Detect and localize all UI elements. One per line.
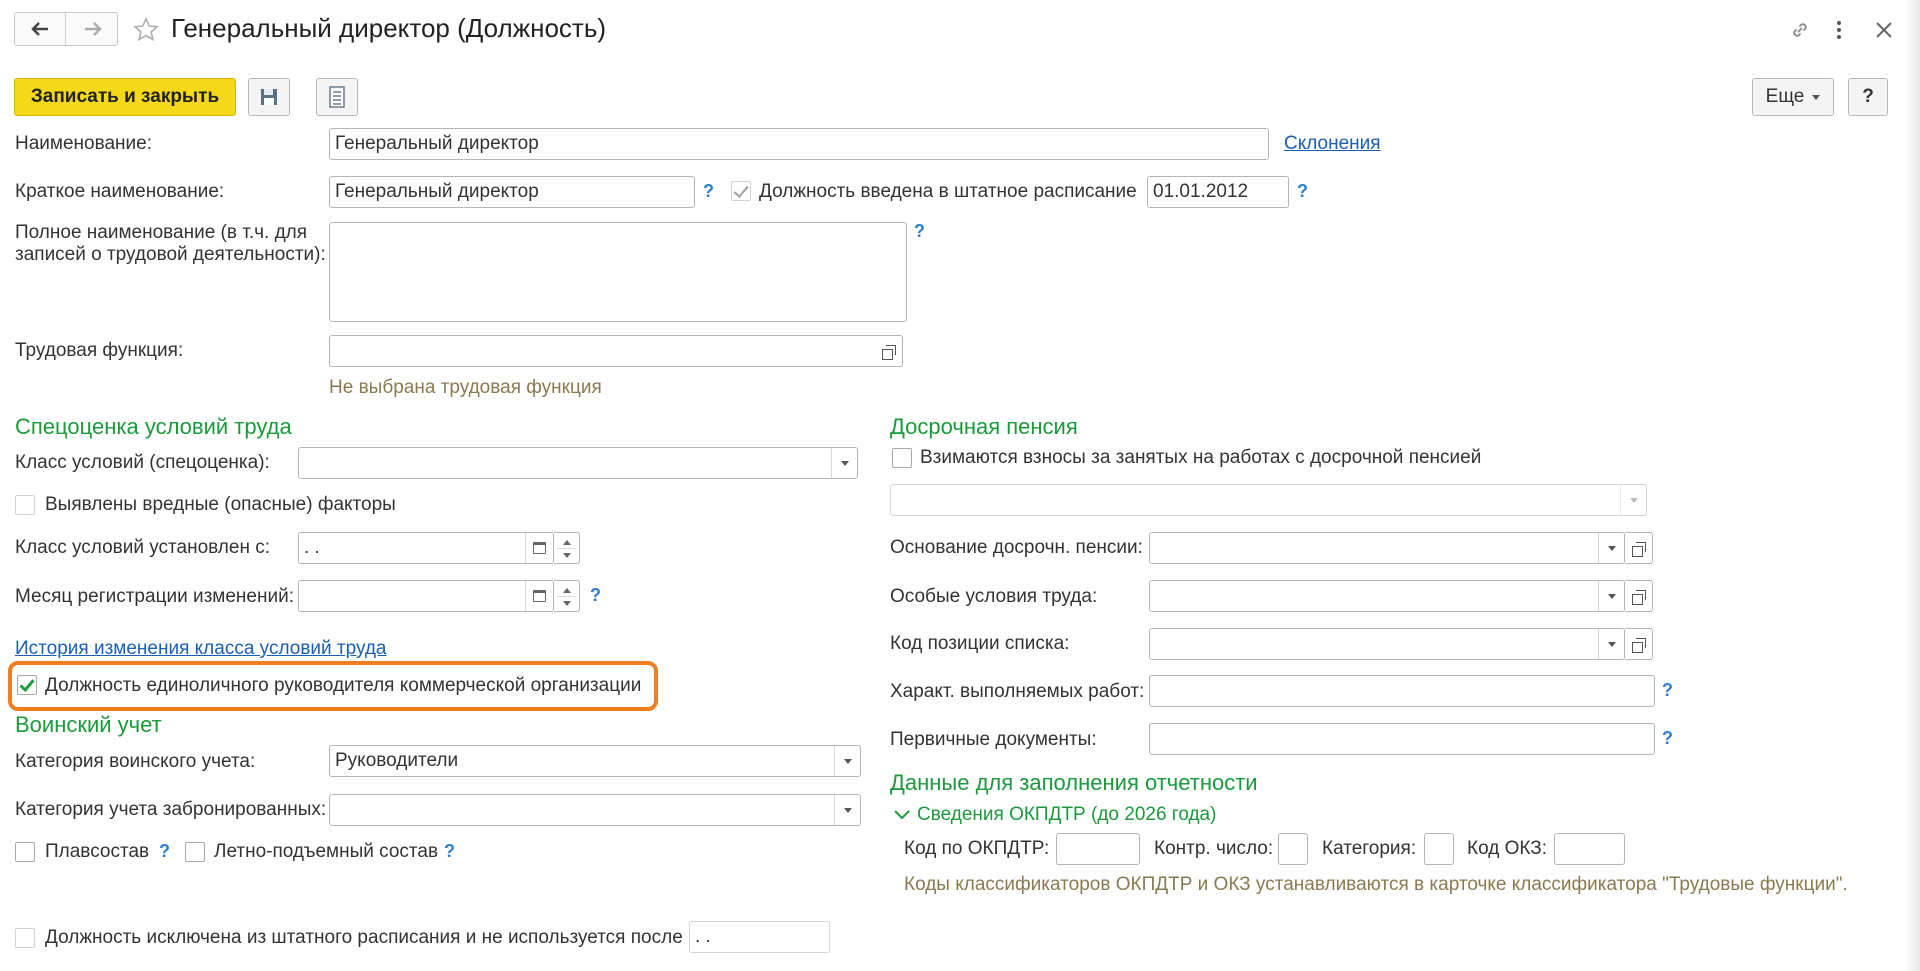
work-char-input[interactable] [1149, 675, 1655, 707]
category-input[interactable] [1424, 833, 1454, 865]
short-name-input[interactable]: Генеральный директор [329, 176, 695, 208]
special-conditions-dropdown[interactable] [1598, 581, 1624, 611]
save-button[interactable] [248, 78, 290, 116]
chevron-down-icon [844, 808, 852, 813]
open-window-icon [882, 345, 895, 358]
open-window-icon [1632, 590, 1645, 603]
classifier-note: Коды классификаторов ОКПДТР и ОКЗ устанавливаются в карточке классификатора "Трудовые функции". [904, 874, 1848, 895]
class-history-link[interactable]: История изменения класса условий труда [15, 638, 387, 659]
okz-label: Код ОКЗ: [1467, 838, 1547, 859]
military-category-label: Категория воинского учета: [15, 751, 256, 772]
checkmark-icon [19, 676, 34, 692]
open-window-icon [1632, 542, 1645, 555]
in-staff-checkbox[interactable] [731, 181, 751, 201]
document-list-icon [328, 86, 346, 108]
contributions-dropdown[interactable] [1620, 485, 1646, 515]
class-from-input[interactable] [298, 532, 554, 564]
chevron-down-icon [1608, 594, 1616, 599]
list-code-dropdown[interactable] [1598, 629, 1624, 659]
pension-basis-select[interactable] [1149, 532, 1625, 564]
in-staff-help[interactable]: ? [1297, 181, 1308, 201]
list-code-label: Код позиции списка: [890, 633, 1070, 654]
close-icon[interactable] [1874, 20, 1894, 40]
vertical-dots-icon[interactable] [1834, 18, 1844, 42]
okpdtr-code-input[interactable] [1056, 833, 1140, 865]
sole-head-checkbox[interactable] [17, 675, 37, 695]
open-window-icon [1632, 638, 1645, 651]
contributions-select[interactable] [890, 484, 1647, 516]
reserved-category-label: Категория учета забронированных: [15, 799, 327, 820]
contributions-label: Взимаются взносы за занятых на работах с досрочной пенсией [920, 447, 1482, 468]
work-char-help[interactable]: ? [1662, 680, 1673, 700]
spin-up-icon [563, 540, 571, 545]
in-staff-label: Должность введена в штатное расписание [759, 181, 1137, 202]
flight-crew-help[interactable]: ? [444, 841, 455, 861]
chevron-down-icon [841, 461, 849, 466]
special-conditions-open-button[interactable] [1625, 580, 1653, 612]
special-assessment-title: Спецоценка условий труда [15, 414, 292, 439]
chevron-down-icon [1812, 95, 1820, 100]
chevron-down-icon [844, 759, 852, 764]
labor-function-open-button[interactable] [875, 335, 903, 367]
chevron-down-icon [893, 809, 911, 821]
reserved-category-select[interactable] [329, 794, 861, 826]
help-button[interactable] [1848, 78, 1888, 116]
window-scrollbar-edge[interactable] [1904, 0, 1920, 971]
nav-group [14, 12, 118, 46]
sole-head-label: Должность единоличного руководителя коммерческой организации [45, 675, 642, 696]
calendar-icon [533, 542, 546, 554]
month-reg-label: Месяц регистрации изменений: [15, 586, 294, 607]
checkmark-icon [733, 182, 748, 198]
pension-basis-dropdown[interactable] [1598, 533, 1624, 563]
harmful-factors-label: Выявлены вредные (опасные) факторы [45, 494, 396, 515]
spin-down-icon [563, 553, 571, 558]
forward-button[interactable] [67, 13, 118, 45]
early-pension-title: Досрочная пенсия [890, 414, 1078, 439]
flight-crew-checkbox[interactable] [185, 842, 205, 862]
spin-up-icon [563, 588, 571, 593]
pension-basis-label: Основание досрочн. пенсии: [890, 537, 1143, 558]
full-name-label-line2: записей о трудовой деятельности): [15, 244, 326, 265]
class-select[interactable] [298, 447, 858, 479]
sea-crew-help[interactable]: ? [159, 841, 170, 861]
pension-basis-open-button[interactable] [1625, 532, 1653, 564]
more-button[interactable] [1752, 78, 1834, 116]
special-conditions-label: Особые условия труда: [890, 586, 1098, 607]
short-name-help[interactable]: ? [703, 181, 714, 201]
floppy-disk-icon [259, 87, 279, 107]
short-name-label: Краткое наименование: [15, 181, 225, 202]
excluded-date-input[interactable]: . . [689, 921, 830, 953]
class-from-calendar-button[interactable] [525, 533, 553, 563]
military-category-select[interactable] [329, 745, 861, 777]
chevron-down-icon [1630, 498, 1638, 503]
class-from-value: . . [304, 537, 320, 558]
full-name-label-line1: Полное наименование (в т.ч. для [15, 222, 308, 243]
month-reg-help[interactable]: ? [590, 585, 601, 605]
check-number-label: Контр. число: [1154, 838, 1274, 859]
month-reg-spinner[interactable] [554, 580, 580, 612]
month-reg-calendar-button[interactable] [525, 581, 553, 611]
labor-function-select[interactable] [329, 335, 903, 367]
work-char-label: Характ. выполняемых работ: [890, 681, 1145, 702]
class-dropdown[interactable] [831, 448, 857, 478]
military-title: Воинский учет [15, 712, 162, 737]
link-icon[interactable] [1788, 18, 1812, 42]
special-conditions-select[interactable] [1149, 580, 1625, 612]
list-code-open-button[interactable] [1625, 628, 1653, 660]
labor-function-label: Трудовая функция: [15, 340, 184, 361]
harmful-factors-checkbox[interactable] [15, 495, 35, 515]
arrow-left-icon [30, 21, 50, 37]
page-title: Генеральный директор (Должность) [171, 13, 607, 43]
contributions-checkbox[interactable] [892, 448, 912, 468]
star-icon[interactable] [132, 16, 160, 44]
reporting-title: Данные для заполнения отчетности [890, 770, 1258, 795]
check-number-input[interactable] [1278, 833, 1308, 865]
excluded-checkbox[interactable] [15, 928, 35, 948]
save-and-close-label: Записать и закрыть [30, 86, 220, 107]
full-name-help[interactable]: ? [914, 221, 925, 241]
chevron-down-icon [1608, 642, 1616, 647]
reserved-category-dropdown[interactable] [834, 795, 860, 825]
category-label: Категория: [1322, 838, 1417, 859]
primary-docs-help[interactable]: ? [1662, 728, 1673, 748]
class-from-spinner[interactable] [554, 532, 580, 564]
calendar-icon [533, 590, 546, 602]
labor-function-note: Не выбрана трудовая функция [329, 377, 602, 398]
military-category-value: Руководители [335, 750, 459, 771]
class-from-label: Класс условий установлен с: [15, 537, 271, 558]
spin-down-icon [563, 601, 571, 606]
document-list-button[interactable] [316, 78, 358, 116]
in-staff-date-input[interactable]: 01.01.2012 [1147, 176, 1289, 208]
okz-input[interactable] [1554, 833, 1625, 865]
chevron-down-icon [1608, 546, 1616, 551]
primary-docs-input[interactable] [1149, 723, 1655, 755]
name-label: Наименование: [15, 133, 152, 154]
sea-crew-label: Плавсостав [45, 841, 150, 862]
declensions-link[interactable]: Склонения [1284, 133, 1381, 154]
flight-crew-label: Летно-подъемный состав [214, 841, 439, 862]
arrow-right-icon [83, 21, 103, 37]
sea-crew-checkbox[interactable] [15, 842, 35, 862]
excluded-label: Должность исключена из штатного расписания и не используется после [45, 927, 683, 948]
more-label: Еще [1765, 86, 1805, 107]
back-button[interactable] [15, 13, 66, 45]
class-label: Класс условий (спецоценка): [15, 452, 270, 473]
military-category-dropdown[interactable] [834, 746, 860, 776]
full-name-textarea[interactable] [329, 222, 907, 322]
name-input[interactable]: Генеральный директор [329, 128, 1269, 160]
primary-docs-label: Первичные документы: [890, 729, 1097, 750]
month-reg-input[interactable] [298, 580, 554, 612]
okpdtr-group-toggle[interactable] [893, 804, 1216, 826]
okpdtr-group-label: Сведения ОКПДТР (до 2026 года) [917, 804, 1217, 825]
list-code-select[interactable] [1149, 628, 1625, 660]
okpdtr-code-label: Код по ОКПДТР: [904, 838, 1050, 859]
help-label: ? [1862, 86, 1874, 107]
save-and-close-button[interactable] [14, 78, 236, 116]
